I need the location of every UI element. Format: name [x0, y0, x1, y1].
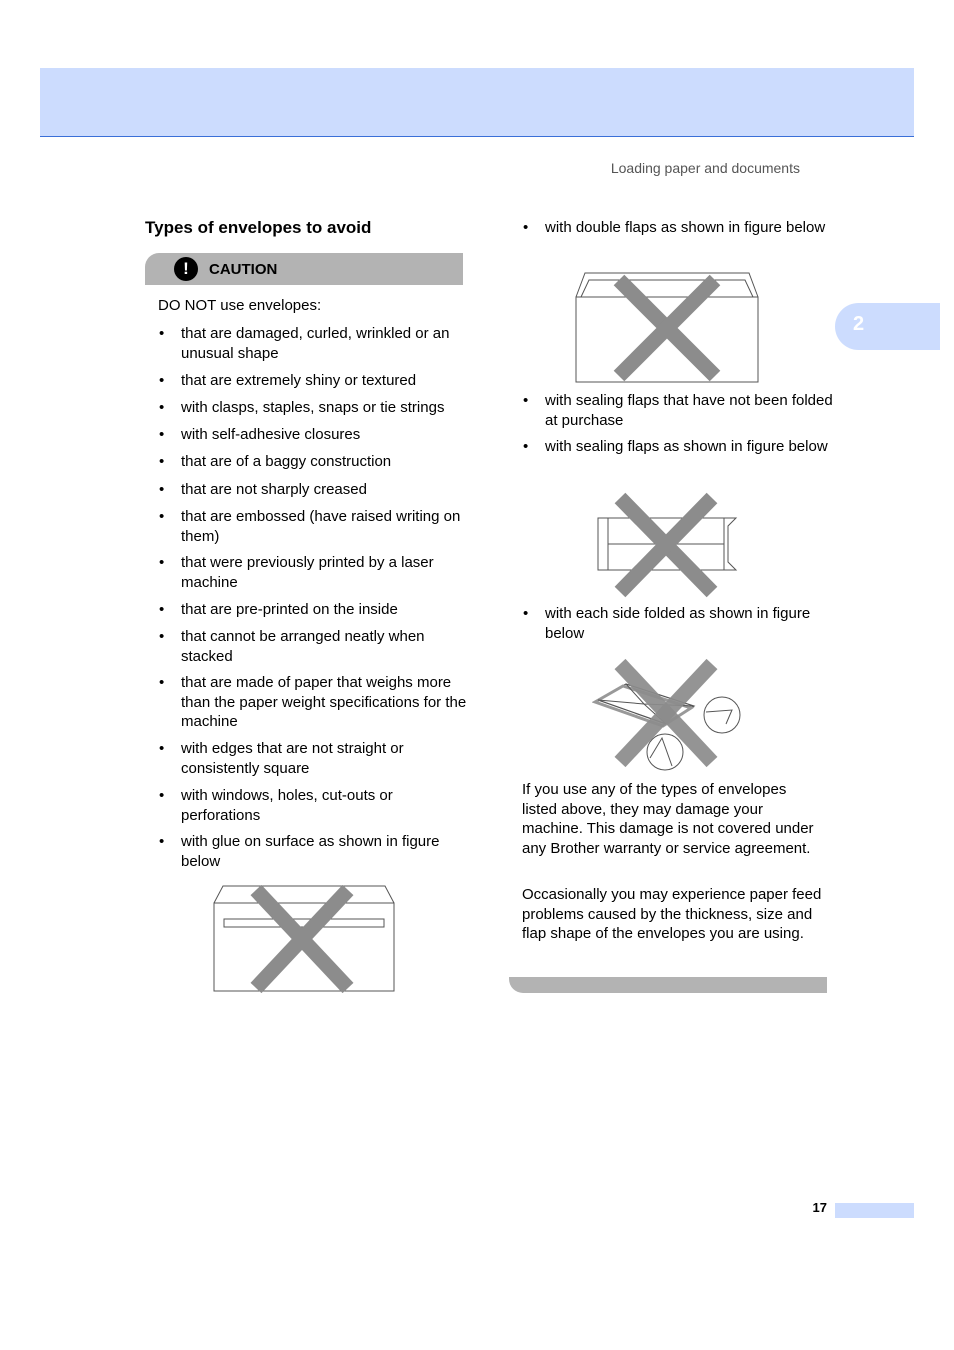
list-item: • with double flaps as shown in figure below	[523, 218, 833, 238]
list-item: • with edges that are not straight or consistently square	[159, 739, 469, 778]
feed-problems-paragraph: Occasionally you may experience paper feed problems caused by the thickness, size and flap shape of the envelopes you are using.	[522, 886, 822, 942]
caution-label: CAUTION	[209, 261, 278, 278]
list-item: • that cannot be arranged neatly when stacked	[159, 627, 469, 666]
list-item: • with sealing flaps that have not been folded at purchase	[523, 391, 833, 430]
list-item: • with self-adhesive closures	[159, 425, 469, 445]
list-item: • that are not sharply creased	[159, 480, 469, 500]
header-band	[40, 68, 914, 137]
envelope-folded-sides-figure	[592, 656, 744, 776]
list-item: • with glue on surface as shown in figure below	[159, 832, 469, 871]
chapter-tab	[835, 303, 940, 350]
exclamation-icon: !	[174, 257, 198, 281]
list-item: • that are extremely shiny or textured	[159, 371, 469, 391]
caution-end-bar	[509, 977, 827, 993]
list-item: • that are damaged, curled, wrinkled or an unusual shape	[159, 324, 469, 363]
damage-warning-paragraph: If you use any of the types of envelopes listed above, they may damage your machine. This damage is not covered under any Brother warranty or service agreement.	[522, 781, 814, 857]
envelope-glue-figure	[213, 885, 396, 993]
list-item: • with each side folded as shown in figure below	[523, 604, 833, 643]
section-title: Types of envelopes to avoid	[145, 218, 372, 237]
list-item: • that are of a baggy construction	[159, 452, 469, 472]
envelope-double-flap-figure	[575, 272, 760, 384]
page-number: 17	[812, 1200, 827, 1215]
list-item: • that are made of paper that weighs more than the paper weight specifications for the machine	[159, 673, 469, 732]
envelope-sealing-flap-figure	[596, 490, 738, 598]
list-item: • with windows, holes, cut-outs or perforations	[159, 786, 469, 825]
running-head: Loading paper and documents	[610, 160, 800, 176]
page-tab	[835, 1203, 914, 1218]
caution-intro: DO NOT use envelopes:	[158, 297, 322, 314]
caution-bar	[145, 253, 463, 285]
chapter-number: 2	[853, 313, 865, 335]
list-item: • with clasps, staples, snaps or tie strings	[159, 398, 469, 418]
list-item: • that were previously printed by a laser machine	[159, 553, 469, 592]
list-item: • that are pre-printed on the inside	[159, 600, 469, 620]
list-item: • that are embossed (have raised writing on them)	[159, 507, 469, 546]
list-item: • with sealing flaps as shown in figure below	[523, 437, 833, 457]
